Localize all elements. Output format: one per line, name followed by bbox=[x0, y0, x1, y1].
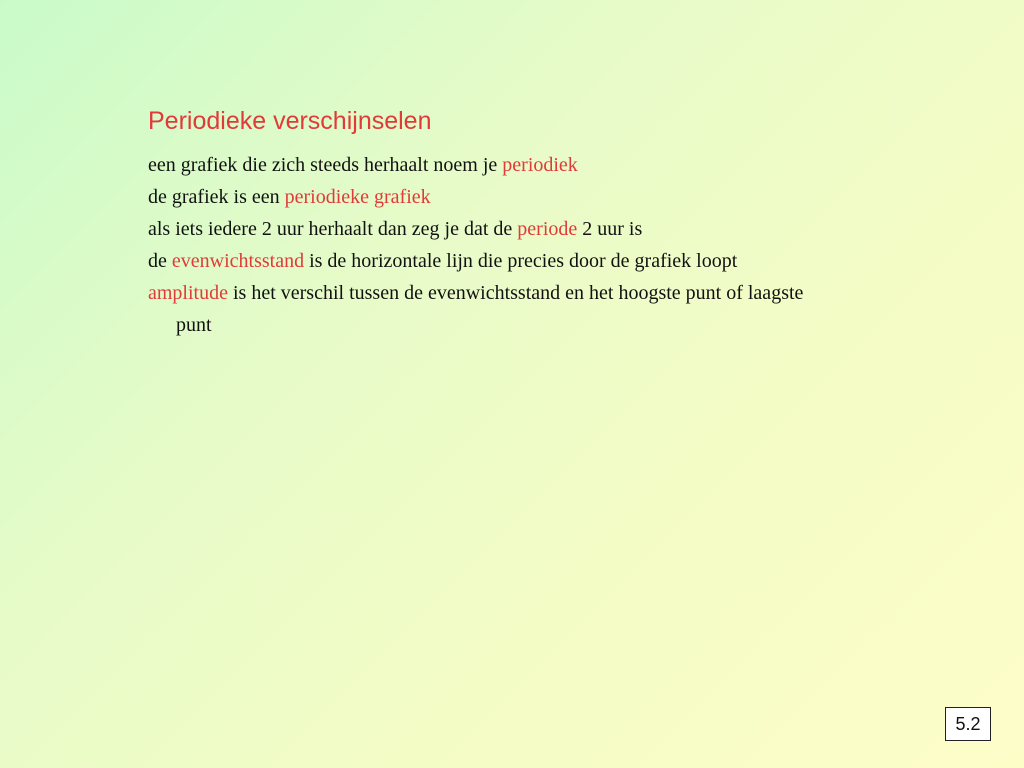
definition-line-amplitude bbox=[148, 277, 818, 341]
line-text: een grafiek die zich steeds herhaalt noem je bbox=[148, 154, 503, 176]
term-evenwichtsstand: evenwichtsstand bbox=[171, 250, 305, 272]
term-periodieke-grafiek: periodieke grafiek bbox=[284, 186, 431, 208]
definition-line-evenwichtsstand bbox=[148, 245, 818, 277]
line-rest: is de horizontale lijn die precies door de grafiek loopt bbox=[304, 250, 738, 272]
slide-body bbox=[148, 149, 818, 341]
line-text: de grafiek is een bbox=[148, 186, 285, 208]
line-rest: is het verschil tussen de evenwichtsstand en het hoogste punt of laagste punt bbox=[176, 282, 804, 336]
slide-title: Periodieke verschijnselen bbox=[148, 107, 432, 135]
term-periodiek: periodiek bbox=[502, 154, 578, 176]
definition-line-periode bbox=[148, 213, 818, 245]
line-text: de bbox=[148, 250, 172, 272]
term-amplitude: amplitude bbox=[148, 282, 228, 304]
line-text: als iets iedere 2 uur herhaalt dan zeg je dat de bbox=[148, 218, 518, 240]
definition-line-periodiek bbox=[148, 149, 818, 181]
page-number-box: 5.2 bbox=[945, 707, 991, 741]
definition-line-periodieke-grafiek bbox=[148, 181, 818, 213]
line-rest: 2 uur is bbox=[577, 218, 643, 240]
term-periode: periode bbox=[517, 218, 578, 240]
